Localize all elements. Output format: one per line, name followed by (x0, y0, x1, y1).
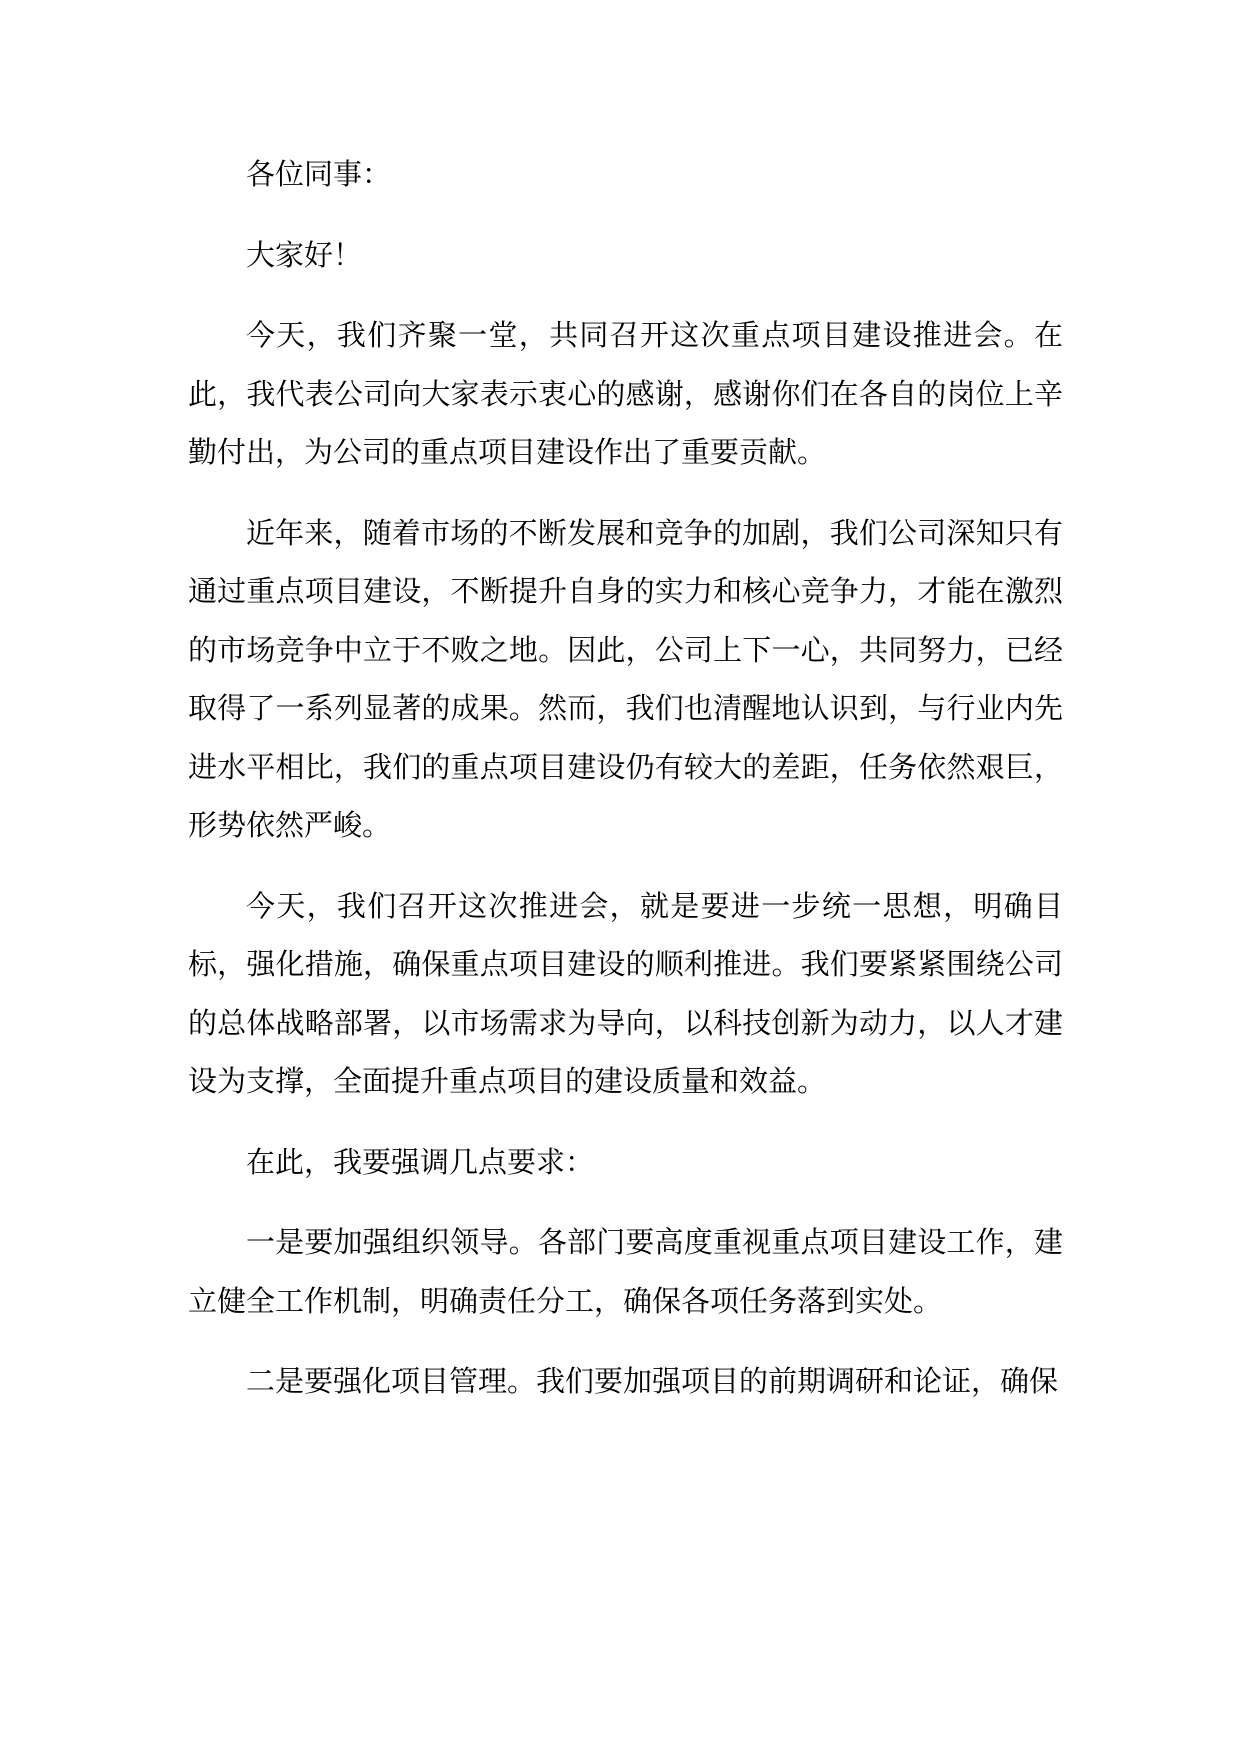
speech-body (188, 145, 1063, 1433)
paragraph-requirement-2: 二是要强化项目管理。我们要加强项目的前期调研和论证，确保 (246, 1364, 1059, 1398)
paragraph-opening: 今天，我们齐聚一堂，共同召开这次重点项目建设推进会。在此，我代表公司向大家表示衷心的感谢，感谢你们在各自的岗位上辛勤付出，为公司的重点项目建设作出了重要贡献。 (188, 318, 1063, 469)
paragraph-requirements-intro: 在此，我要强调几点要求： (246, 1144, 595, 1179)
greeting: 大家好！ (246, 237, 363, 272)
paragraph-requirement-1: 一是要加强组织领导。各部门要高度重视重点项目建设工作，建立健全工作机制，明确责任分工，确保各项任务落到实处。 (188, 1225, 1063, 1318)
paragraph-purpose: 今天，我们召开这次推进会，就是要进一步统一思想，明确目标，强化措施，确保重点项目建设的顺利推进。我们要紧紧围绕公司的总体战略部署，以市场需求为导向，以科技创新为动力，以人才建设为支撑，全面提升重点项目的建设质量和效益。 (188, 888, 1063, 1098)
salutation: 各位同事： (246, 157, 392, 191)
paragraph-background: 近年来，随着市场的不断发展和竞争的加剧，我们公司深知只有通过重点项目建设，不断提升自身的实力和核心竞争力，才能在激烈的市场竞争中立于不败之地。因此，公司上下一心，共同努力，已经取得了一系列显著的成果。然而，我们也清醒地认识到，与行业内先进水平相比，我们的重点项目建设仍有较大的差距，任务依然艰巨，形势依然严峻。 (188, 515, 1063, 842)
